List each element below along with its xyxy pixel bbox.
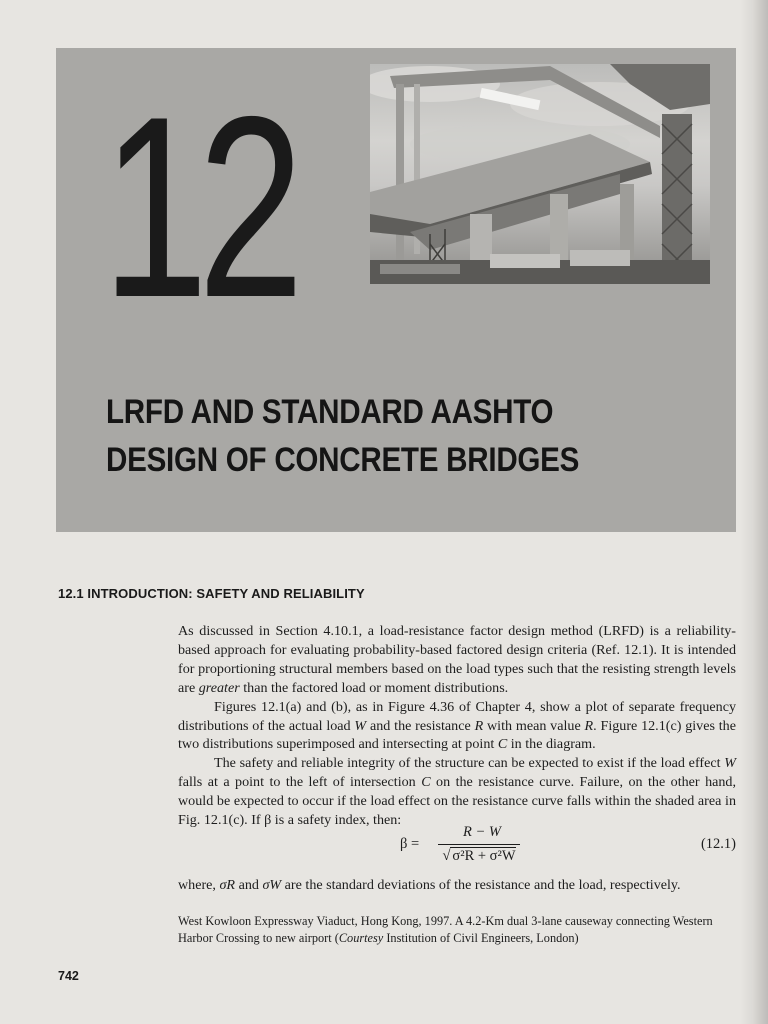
section-heading: 12.1 INTRODUCTION: SAFETY AND RELIABILITY [58,586,365,601]
chapter-title [106,388,654,484]
equation-denominator [438,848,520,865]
viaduct-construction-image [370,64,710,284]
photo-caption: West Kowloon Expressway Viaduct, Hong Kong, 1997. A 4.2-Km dual 3-lane causeway connecting Western Harbor Crossing to new airport (Courtesy Institution of Civil Engineers, London) [178,914,713,945]
paragraph-2: Figures 12.1(a) and (b), as in Figure 4.36 of Chapter 4, show a plot of separate frequency distributions of the actual load W and the resistance R with mean value R. Figure 12.1(c) gives the two distributions superimposed and intersecting at point C in the diagram. [178,698,736,753]
body-text [178,622,736,830]
equation-explanation: where, σR and σW are the standard deviations of the resistance and the load, respectively. [178,877,681,893]
denominator-expression: σ²R + σ²W [452,848,516,864]
chapter-number: 12 [102,62,294,351]
fraction-bar [438,844,520,845]
chapter-title-line-1: LRFD AND STANDARD AASHTO [106,393,554,431]
page-number: 742 [58,969,79,983]
equation-number: (12.1) [700,836,736,852]
viaduct-photo [370,64,710,284]
equation-12-1 [400,824,736,870]
chapter-title-line-2: DESIGN OF CONCRETE BRIDGES [106,441,580,479]
sqrt-icon: √ [442,848,451,864]
paragraph-3: The safety and reliable integrity of the structure can be expected to exist if the load effect W falls at a point to the left of intersection C on the resistance curve. Failure, on the other hand, would be expected to occur if the load effect on the resistance curve falls within the shaded area in Fig. 12.1(c). If β is a safety index, then: [178,755,736,829]
paragraph-1: As discussed in Section 4.10.1, a load-resistance factor design method (LRFD) is a reliability-based approach for evaluating probability-based factored design criteria (Ref. 12.1). It is intended for proportioning structural members based on the load types such that the resisting strength levels are greater than the factored load or moment distributions. [178,623,736,696]
equation-lhs: β = [400,836,420,852]
equation-numerator: R − W [463,824,501,840]
page-edge-shadow [740,0,768,1024]
